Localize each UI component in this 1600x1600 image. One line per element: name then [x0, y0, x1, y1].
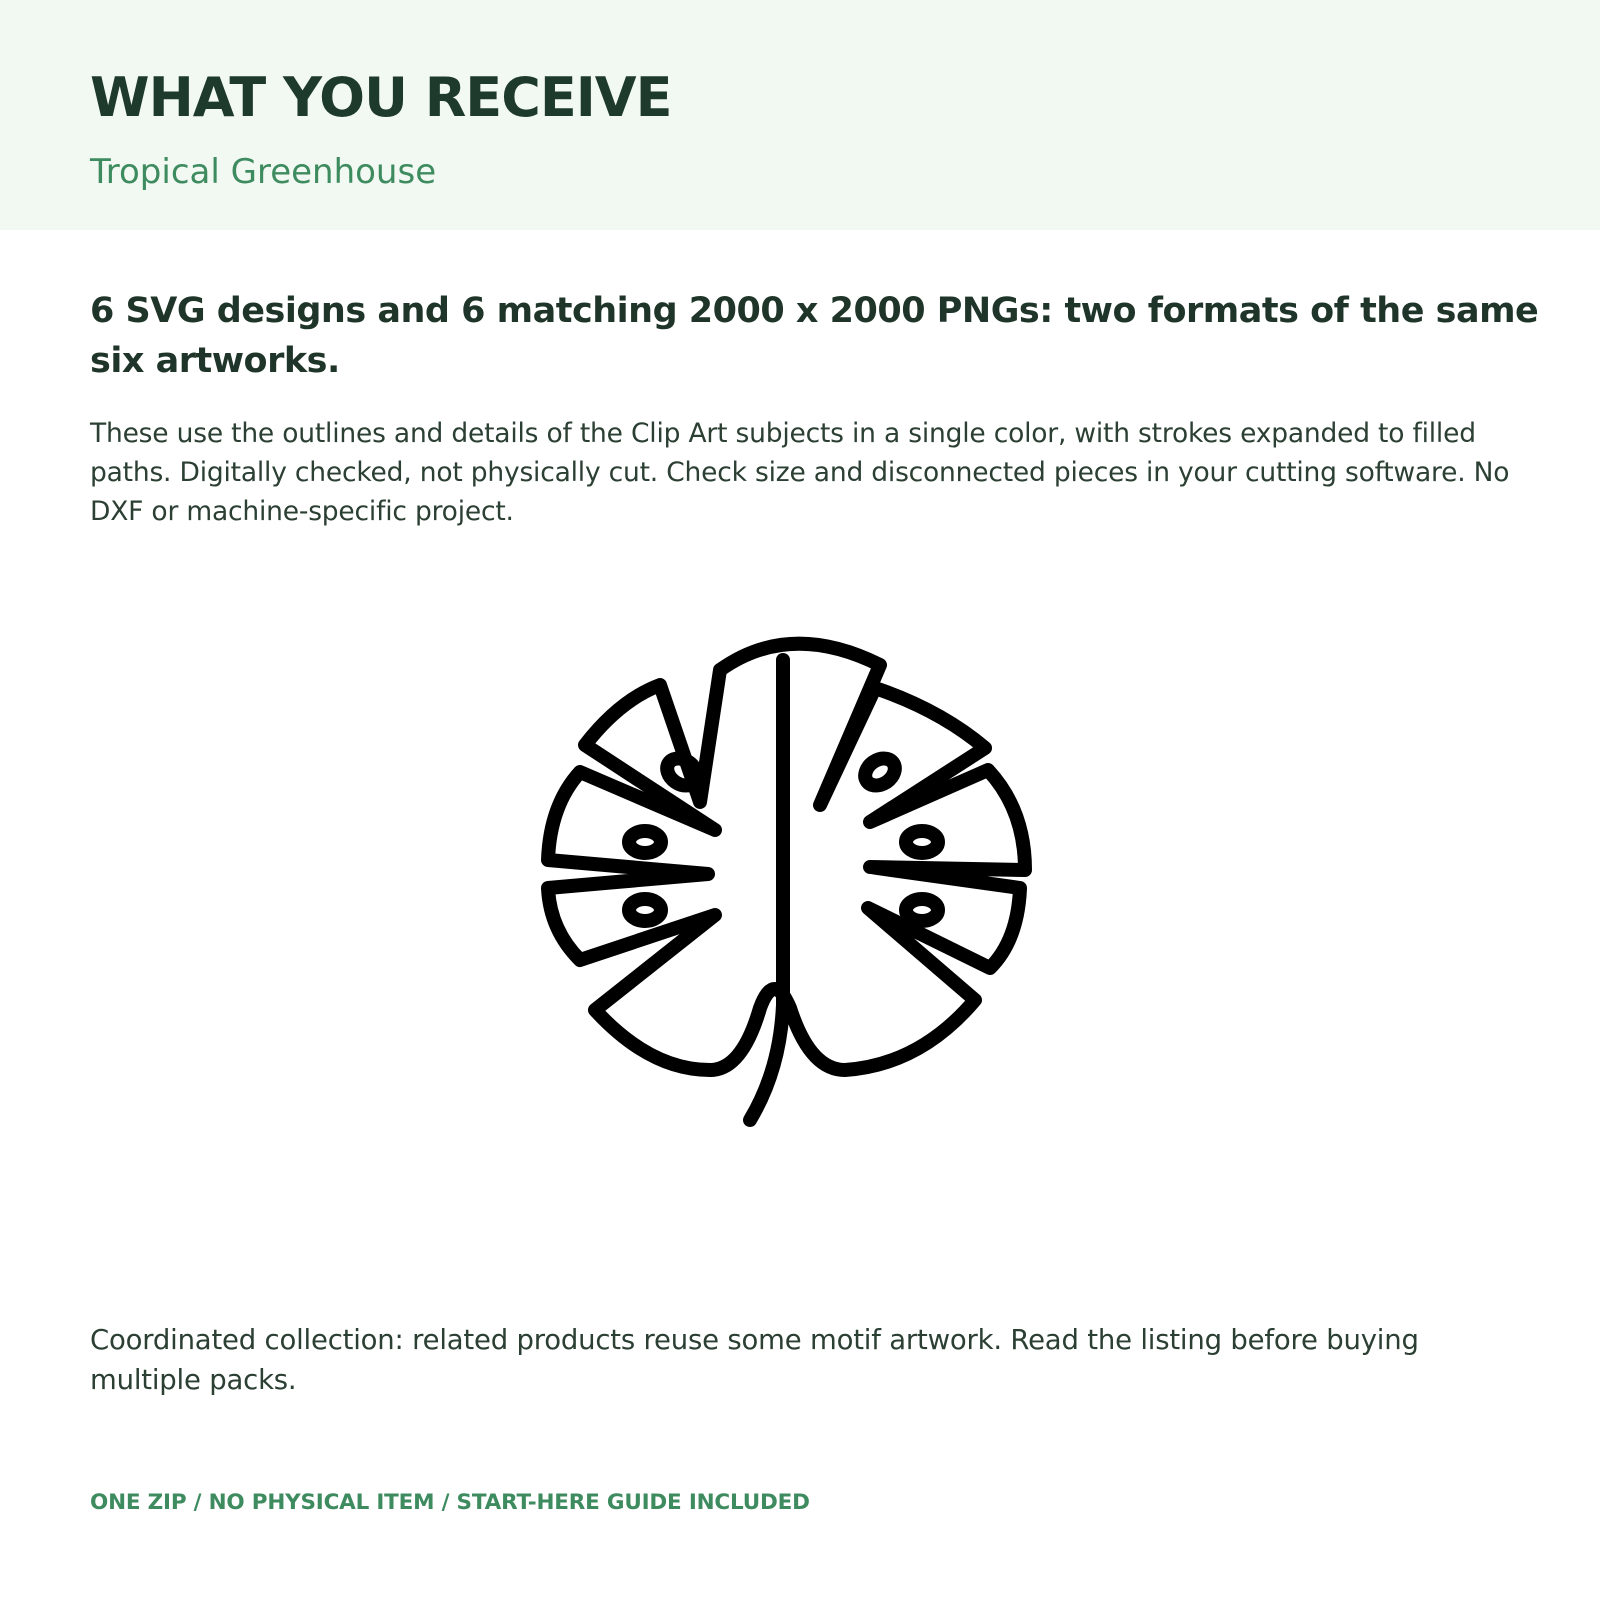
- monstera-leaf-artwork: [540, 630, 1060, 1160]
- header-band: [0, 0, 1600, 230]
- footer-tagline: ONE ZIP / NO PHYSICAL ITEM / START-HERE GUIDE INCLUDED: [90, 1490, 810, 1515]
- description-paragraph: These use the outlines and details of the Clip Art subjects in a single color, with strokes expanded to filled paths. Digitally checked, not physically cut. Check size and disconnected pieces in your cutting software. No DXF or machine-specific project.: [90, 418, 1510, 527]
- collection-note: Coordinated collection: related products reuse some motif artwork. Read the listing before buying multiple packs.: [90, 1324, 1419, 1396]
- lead-heading: 6 SVG designs and 6 matching 2000 x 2000 PNGs: two formats of the same six artworks.: [90, 291, 1539, 381]
- monstera-leaf-outline-icon: [540, 630, 1060, 1160]
- page-title: WHAT YOU RECEIVE: [90, 66, 672, 129]
- collection-subtitle: Tropical Greenhouse: [90, 152, 437, 192]
